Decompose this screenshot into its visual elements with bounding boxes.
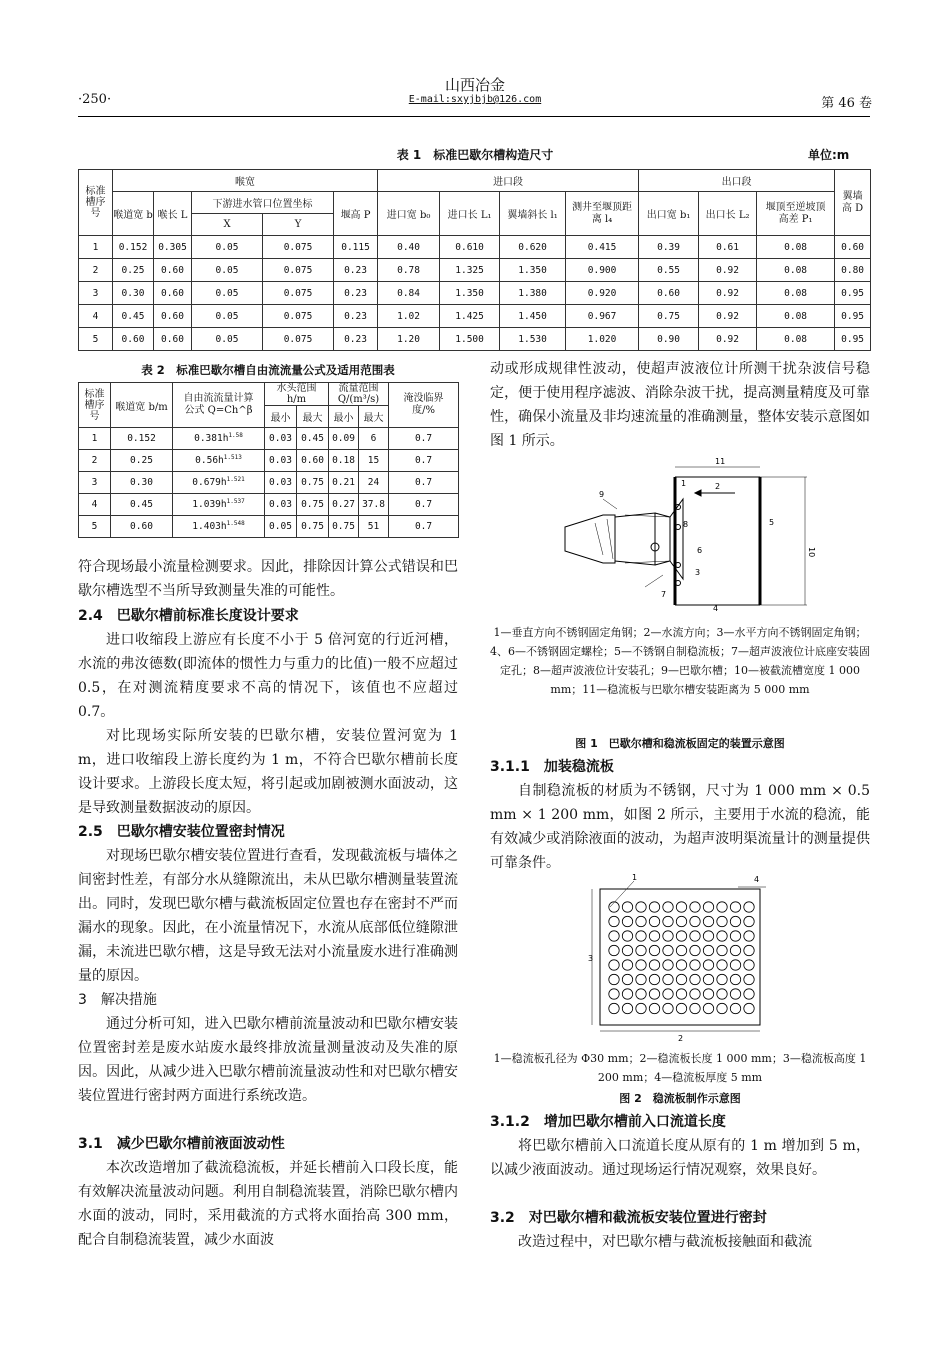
stabilizer-hole (690, 960, 700, 970)
table2-cell: 3 (79, 472, 111, 494)
table1-cell: 0.075 (263, 236, 334, 259)
stabilizer-hole (636, 902, 646, 912)
table2-cell: 4 (79, 494, 111, 516)
table1-cell: 1.020 (566, 328, 639, 351)
table1-cell: 0.075 (263, 259, 334, 282)
fig2-label-3: 3 (588, 954, 594, 963)
stabilizer-hole (649, 989, 659, 999)
table1-title: 表 1 标准巴歇尔槽构造尺寸 (396, 148, 554, 162)
t1-h-P1: 堰顶至逆坡顶高差 P₁ (757, 192, 835, 236)
table2-formula-exp: 1.521 (226, 476, 245, 484)
stabilizer-hole (703, 902, 713, 912)
t1-h-b1: 出口宽 b₁ (639, 192, 699, 236)
table1-cell: 0.60 (639, 282, 699, 305)
table2-cell: 0.03 (265, 450, 297, 472)
table2-cell: 0.05 (265, 516, 297, 538)
stabilizer-hole (730, 931, 740, 941)
stabilizer-hole (744, 989, 754, 999)
table2-cell: 0.60 (297, 450, 329, 472)
stabilizer-hole (663, 974, 673, 984)
stabilizer-hole (663, 902, 673, 912)
stabilizer-hole (676, 945, 686, 955)
stabilizer-hole (636, 974, 646, 984)
stabilizer-hole (609, 974, 619, 984)
stabilizer-hole (676, 989, 686, 999)
table2-cell: 0.7 (389, 516, 459, 538)
section-3-2: 3.2 对巴歇尔槽和截流板安装位置进行密封 (490, 1210, 767, 1226)
table2-cell: 0.03 (265, 472, 297, 494)
section-3: 3 解决措施 (78, 992, 157, 1008)
table1-cell: 0.60 (154, 282, 192, 305)
stabilizer-hole (717, 931, 727, 941)
stabilizer-hole (703, 945, 713, 955)
volume-label: 第 46 卷 (821, 96, 872, 111)
table2-cell: 0.60 (111, 516, 173, 538)
stabilizer-hole (744, 916, 754, 926)
table1-cell: 5 (79, 328, 113, 351)
table1-cell: 0.95 (835, 328, 871, 351)
stabilizer-hole (730, 989, 740, 999)
table1-cell: 2 (79, 259, 113, 282)
table1-cell: 1.325 (440, 259, 500, 282)
table1-cell: 0.115 (334, 236, 378, 259)
table2-cell: 0.75 (297, 472, 329, 494)
stabilizer-hole (730, 974, 740, 984)
t1-h-X: X (192, 214, 263, 236)
table2-formula-coef: 1.403h (192, 521, 227, 533)
table2-title: 表 2 标准巴歇尔槽自由流流量公式及适用范围表 (141, 363, 395, 377)
stabilizer-hole (663, 916, 673, 926)
stabilizer-hole (703, 1003, 713, 1013)
fig1-label-6: 6 (697, 546, 703, 555)
journal-name: 山西冶金 (444, 76, 505, 94)
t2-h-sub: 淹没临界度/% (389, 383, 459, 428)
table2-cell: 0.09 (329, 428, 359, 450)
table2-cell (173, 428, 265, 450)
right-paragraph-0: 动或形成规律性波动，使超声波液位计所测干扰杂波信号稳定，便于使用程序滤波、消除杂波干扰，提高测量精度及可靠性，确保小流量及非均速流量的准确测量，整体安装示意图如图 1 所示。 (490, 361, 870, 449)
table1-row (79, 236, 871, 259)
stabilizer-hole (622, 916, 632, 926)
table2-formula-exp: 1.513 (223, 454, 242, 462)
table1-cell: 0.075 (263, 282, 334, 305)
table1-cell: 0.05 (192, 328, 263, 351)
figure1-title: 图 1 巴歇尔槽和稳流板固定的装置示意图 (575, 737, 785, 750)
table1-cell: 0.60 (154, 328, 192, 351)
figure2-title: 图 2 稳流板制作示意图 (619, 1092, 741, 1105)
table2-cell: 37.8 (359, 494, 389, 516)
table1-cell: 1.350 (440, 282, 500, 305)
table1-cell: 0.92 (699, 328, 757, 351)
table1-unit: 单位:m (808, 148, 850, 162)
fig1-label-2: 2 (715, 482, 721, 491)
section-3-1: 3.1 减少巴歇尔槽前液面波动性 (78, 1136, 285, 1152)
table1-cell: 0.92 (699, 305, 757, 328)
stabilizer-hole (703, 960, 713, 970)
stabilizer-hole (717, 902, 727, 912)
table2-cell: 6 (359, 428, 389, 450)
t2-h-flow: 流量范围 Q/(m³/s) (329, 383, 389, 406)
table1-cell: 0.95 (835, 305, 871, 328)
fig2-label-2: 2 (678, 1034, 684, 1043)
t2-h-head-max: 最大 (297, 406, 329, 428)
table2-cell: 51 (359, 516, 389, 538)
table1-cell: 0.08 (757, 259, 835, 282)
stabilizer-hole (690, 931, 700, 941)
fig1-label-5: 5 (769, 518, 775, 527)
fig1-label-8: 8 (683, 520, 689, 529)
stabilizer-hole (744, 945, 754, 955)
stabilizer-hole (663, 989, 673, 999)
table1-cell: 0.60 (154, 259, 192, 282)
table2-cell: 0.03 (265, 494, 297, 516)
table2 (78, 382, 459, 538)
stabilizer-hole (609, 945, 619, 955)
fig1-label-4: 4 (713, 604, 719, 613)
table2-cell: 24 (359, 472, 389, 494)
stabilizer-hole (717, 916, 727, 926)
stabilizer-hole (622, 989, 632, 999)
stabilizer-hole (609, 931, 619, 941)
table2-row (79, 450, 459, 472)
stabilizer-hole (730, 902, 740, 912)
table1-cell: 0.61 (699, 236, 757, 259)
t1-h-pipe: 下游进水管口位置坐标 (192, 192, 334, 214)
table1 (78, 169, 871, 351)
stabilizer-hole (622, 974, 632, 984)
left-paragraph-2: 对比现场实际所安装的巴歇尔槽，安装位置河宽为 1 m，进口收缩段上游长度约为 1 m，不符合巴歇尔槽前长度设计要求。上游段长度太短，将引起或加剧被测水面波动，这是导致测量数据波动的原因。 (78, 728, 458, 816)
table1-cell: 1.425 (440, 305, 500, 328)
stabilizer-hole (717, 974, 727, 984)
stabilizer-hole (663, 1003, 673, 1013)
stabilizer-hole (676, 960, 686, 970)
table1-cell: 0.415 (566, 236, 639, 259)
table1-cell: 0.23 (334, 305, 378, 328)
stabilizer-hole (636, 960, 646, 970)
t1-h-D: 翼墙高 D (835, 170, 871, 236)
table1-cell: 1.02 (378, 305, 440, 328)
stabilizer-hole (663, 931, 673, 941)
fig1-label-9: 9 (599, 490, 605, 499)
t2-h-head-min: 最小 (265, 406, 297, 428)
stabilizer-hole (649, 931, 659, 941)
table1-cell: 1.450 (500, 305, 566, 328)
fig2-label-1: 1 (632, 873, 638, 882)
t2-h-index: 标准槽序号 (79, 383, 111, 428)
table1-cell: 0.900 (566, 259, 639, 282)
table2-cell: 0.7 (389, 428, 459, 450)
table2-cell (173, 516, 265, 538)
table1-cell: 0.60 (154, 305, 192, 328)
table2-cell: 0.45 (111, 494, 173, 516)
stabilizer-hole (690, 902, 700, 912)
stabilizer-hole (744, 902, 754, 912)
table1-cell: 0.23 (334, 282, 378, 305)
page-number: ·250· (78, 92, 112, 107)
stabilizer-hole (690, 1003, 700, 1013)
table2-cell: 15 (359, 450, 389, 472)
table1-cell: 0.92 (699, 259, 757, 282)
stabilizer-hole (676, 931, 686, 941)
table1-cell: 1.530 (500, 328, 566, 351)
table1-cell: 0.25 (113, 259, 154, 282)
stabilizer-hole (717, 1003, 727, 1013)
table1-cell: 4 (79, 305, 113, 328)
section-2-4: 2.4 巴歇尔槽前标准长度设计要求 (78, 608, 299, 624)
right-paragraph-1: 自制稳流板的材质为不锈钢，尺寸为 1 000 mm × 0.5 mm × 1 200 mm，如图 2 所示，主要用于水流的稳流，能有效减少或消除液面的波动，为超声波明渠流量计的测量提供可靠条件。 (490, 783, 870, 871)
stabilizer-hole (609, 902, 619, 912)
stabilizer-hole (636, 916, 646, 926)
stabilizer-hole (690, 989, 700, 999)
t1-h-Y: Y (263, 214, 334, 236)
stabilizer-hole (609, 916, 619, 926)
table1-row (79, 259, 871, 282)
table1-row (79, 305, 871, 328)
stabilizer-hole (663, 945, 673, 955)
table1-cell: 0.08 (757, 305, 835, 328)
stabilizer-hole (622, 1003, 632, 1013)
stabilizer-hole (622, 960, 632, 970)
stabilizer-hole (622, 902, 632, 912)
table1-cell: 0.60 (835, 236, 871, 259)
fig1-label-7: 7 (661, 590, 667, 599)
table1-cell: 0.08 (757, 282, 835, 305)
table1-cell: 0.23 (334, 328, 378, 351)
stabilizer-hole (636, 931, 646, 941)
table2-cell: 0.75 (297, 516, 329, 538)
table1-cell: 0.23 (334, 259, 378, 282)
table2-formula-coef: 0.56h (195, 455, 224, 467)
table2-cell: 0.7 (389, 472, 459, 494)
t1-group-inlet: 进口段 (378, 170, 639, 192)
t1-h-l4: 测井至堰顶距离 l₄ (566, 192, 639, 236)
t2-h-b: 喉道宽 b/m (111, 383, 173, 428)
stabilizer-hole (676, 974, 686, 984)
table1-row (79, 328, 871, 351)
stabilizer-hole (690, 916, 700, 926)
table1-cell: 1.350 (500, 259, 566, 282)
table2-cell: 0.75 (329, 516, 359, 538)
stabilizer-hole (663, 960, 673, 970)
t1-group-throat: 喉宽 (113, 170, 378, 192)
table2-cell (173, 494, 265, 516)
right-paragraph-2: 将巴歇尔槽前入口流道长度从原有的 1 m 增加到 5 m，以减少液面波动。通过现场运行情况观察，效果良好。 (490, 1138, 870, 1178)
t1-h-L: 喉长 L (154, 192, 192, 236)
stabilizer-hole (730, 945, 740, 955)
stabilizer-hole (703, 974, 713, 984)
table1-cell: 0.920 (566, 282, 639, 305)
t1-group-outlet: 出口段 (639, 170, 835, 192)
t1-h-P: 堰高 P (334, 192, 378, 236)
stabilizer-hole (609, 989, 619, 999)
t2-h-flow-min: 最小 (329, 406, 359, 428)
table1-row (79, 282, 871, 305)
stabilizer-hole (649, 916, 659, 926)
table1-cell: 1.380 (500, 282, 566, 305)
section-2-5: 2.5 巴歇尔槽安装位置密封情况 (78, 824, 285, 840)
t1-h-b0: 进口宽 b₀ (378, 192, 440, 236)
stabilizer-hole (690, 974, 700, 984)
table2-cell: 0.18 (329, 450, 359, 472)
table1-cell: 0.05 (192, 282, 263, 305)
stabilizer-hole (744, 960, 754, 970)
figure1-diagram (555, 455, 815, 620)
table2-row (79, 494, 459, 516)
stabilizer-hole (690, 945, 700, 955)
table1-cell: 0.90 (639, 328, 699, 351)
table2-cell: 2 (79, 450, 111, 472)
table1-cell: 0.60 (113, 328, 154, 351)
stabilizer-hole (730, 916, 740, 926)
table2-formula-coef: 1.039h (192, 499, 227, 511)
t1-h-index: 标准槽序号 (79, 170, 113, 236)
table2-cell (173, 472, 265, 494)
stabilizer-hole (730, 1003, 740, 1013)
stabilizer-hole (622, 945, 632, 955)
table2-formula-exp: 1.537 (226, 498, 245, 506)
fig1-label-1: 1 (681, 479, 687, 488)
table2-cell: 0.45 (297, 428, 329, 450)
table1-cell: 0.84 (378, 282, 440, 305)
t1-h-b: 喉道宽 b (113, 192, 154, 236)
table2-row (79, 428, 459, 450)
table1-cell: 0.95 (835, 282, 871, 305)
fig1-label-10: 10 (807, 547, 816, 558)
table1-cell: 0.39 (639, 236, 699, 259)
stabilizer-hole (649, 960, 659, 970)
stabilizer-hole (676, 916, 686, 926)
table1-cell: 0.30 (113, 282, 154, 305)
table1-cell: 1 (79, 236, 113, 259)
t2-h-head: 水头范围 h/m (265, 383, 329, 406)
stabilizer-hole (636, 945, 646, 955)
section-3-1-2: 3.1.2 增加巴歇尔槽前入口流道长度 (490, 1114, 726, 1130)
table2-formula-exp: 1.548 (226, 520, 245, 528)
table2-cell: 5 (79, 516, 111, 538)
table1-cell: 0.55 (639, 259, 699, 282)
journal-email[interactable]: E-mail:sxyjbjb@126.com (408, 94, 542, 105)
table2-row (79, 516, 459, 538)
stabilizer-hole (717, 945, 727, 955)
table2-formula-exp: 1.58 (228, 432, 243, 440)
table1-cell: 1.500 (440, 328, 500, 351)
stabilizer-hole (717, 960, 727, 970)
table1-cell: 0.075 (263, 328, 334, 351)
stabilizer-hole (636, 1003, 646, 1013)
stabilizer-hole (609, 960, 619, 970)
stabilizer-hole (649, 902, 659, 912)
t1-h-l1: 翼墙斜长 l₁ (500, 192, 566, 236)
table1-cell: 0.967 (566, 305, 639, 328)
stabilizer-hole (730, 960, 740, 970)
stabilizer-hole (703, 916, 713, 926)
table1-cell: 0.05 (192, 305, 263, 328)
table2-cell: 0.7 (389, 494, 459, 516)
stabilizer-hole (636, 989, 646, 999)
table1-cell: 0.620 (500, 236, 566, 259)
stabilizer-hole (703, 931, 713, 941)
table1-cell: 0.78 (378, 259, 440, 282)
table2-cell: 0.27 (329, 494, 359, 516)
stabilizer-hole (676, 902, 686, 912)
stabilizer-hole (649, 974, 659, 984)
t1-h-L2: 出口长 L₂ (699, 192, 757, 236)
table1-cell: 0.305 (154, 236, 192, 259)
table2-formula-coef: 0.381h (194, 433, 229, 445)
left-paragraph-3: 对现场巴歇尔槽安装位置进行查看，发现截流板与墙体之间密封性差，有部分水从缝隙流出，未从巴歇尔槽测量装置流出。同时，发现巴歇尔槽与截流板固定位置也存在密封不严而漏水的现象。因此，在小流量情况下，水流从底部低位缝隙泄漏，未流进巴歇尔槽，这是导致无法对小流量废水进行准确测量的原因。 (78, 848, 458, 984)
stabilizer-hole (703, 989, 713, 999)
fig1-label-3: 3 (695, 568, 701, 577)
stabilizer-hole (622, 931, 632, 941)
stabilizer-hole (649, 945, 659, 955)
fig2-label-4: 4 (754, 875, 760, 884)
table1-cell: 0.75 (639, 305, 699, 328)
table1-cell: 0.08 (757, 236, 835, 259)
t2-h-formula: 自由流流量计算公式 Q=Ch^β (173, 383, 265, 428)
stabilizer-hole (676, 1003, 686, 1013)
table2-cell: 1 (79, 428, 111, 450)
left-paragraph-0: 符合现场最小流量检测要求。因此，排除因计算公式错误和巴歇尔槽选型不当所导致测量失准的可能性。 (78, 559, 458, 599)
table1-cell: 0.152 (113, 236, 154, 259)
fig1-label-11: 11 (715, 457, 726, 466)
table1-cell: 0.45 (113, 305, 154, 328)
table1-cell: 0.08 (757, 328, 835, 351)
table2-cell: 0.30 (111, 472, 173, 494)
section-3-1-1: 3.1.1 加装稳流板 (490, 759, 614, 775)
stabilizer-hole (744, 974, 754, 984)
table1-cell: 0.05 (192, 236, 263, 259)
right-paragraph-3: 改造过程中，对巴歇尔槽与截流板接触面和截流 (518, 1234, 812, 1250)
table2-cell (173, 450, 265, 472)
stabilizer-hole (744, 1003, 754, 1013)
stabilizer-hole (744, 931, 754, 941)
table2-row (79, 472, 459, 494)
table2-cell: 0.03 (265, 428, 297, 450)
table1-cell: 1.20 (378, 328, 440, 351)
table2-formula-coef: 0.679h (192, 477, 227, 489)
table1-cell: 0.075 (263, 305, 334, 328)
table2-cell: 0.21 (329, 472, 359, 494)
table2-cell: 0.7 (389, 450, 459, 472)
table1-cell: 0.80 (835, 259, 871, 282)
table1-cell: 0.92 (699, 282, 757, 305)
left-paragraph-5: 本次改造增加了截流稳流板，并延长槽前入口段长度，能有效解决流量波动问题。利用自制稳流装置，消除巴歇尔槽内水面的波动，同时，采用截流的方式将水面抬高 300 mm，配合自制稳流装置，减少水面波 (78, 1160, 458, 1248)
t1-h-L1: 进口长 L₁ (440, 192, 500, 236)
left-paragraph-1: 进口收缩段上游应有长度不小于 5 倍河宽的行近河槽，水流的弗汝德数(即流体的惯性力与重力的比值)一般不应超过 0.5，在对测流精度要求不高的情况下，该值也不应超过 0.7。 (78, 632, 458, 720)
table1-cell: 0.40 (378, 236, 440, 259)
figure2-caption: 1—稳流板孔径为 Φ30 mm；2—稳流板长度 1 000 mm；3—稳流板高度 1 200 mm；4—稳流板厚度 5 mm (493, 1052, 867, 1084)
t2-h-flow-max: 最大 (359, 406, 389, 428)
stabilizer-hole (609, 1003, 619, 1013)
table2-cell: 0.25 (111, 450, 173, 472)
figure2-diagram (588, 873, 788, 1053)
table2-cell: 0.152 (111, 428, 173, 450)
header-rule (78, 116, 870, 117)
table1-cell: 3 (79, 282, 113, 305)
table1-cell: 0.610 (440, 236, 500, 259)
stabilizer-hole (717, 989, 727, 999)
table1-cell: 0.05 (192, 259, 263, 282)
table2-cell: 0.75 (297, 494, 329, 516)
left-paragraph-4: 通过分析可知，进入巴歇尔槽前流量波动和巴歇尔槽安装位置密封差是废水站废水最终排放流量测量波动及失准的原因。因此，从减少进入巴歇尔槽前流量波动性和对巴歇尔槽安装位置进行密封两方面进行系统改造。 (78, 1016, 458, 1104)
figure1-caption: 1—垂直方向不锈钢固定角钢；2—水流方向；3—水平方向不锈钢固定角钢；4、6—不锈钢固定螺栓；5—不锈钢自制稳流板；7—超声波液位计底座安装固定孔；8—超声波液位计安装孔；9—巴歇尔槽；10—被截流槽宽度 1 000 mm；11—稳流板与巴歇尔槽安装距离为 5 000 mm (490, 626, 870, 696)
stabilizer-hole (649, 1003, 659, 1013)
